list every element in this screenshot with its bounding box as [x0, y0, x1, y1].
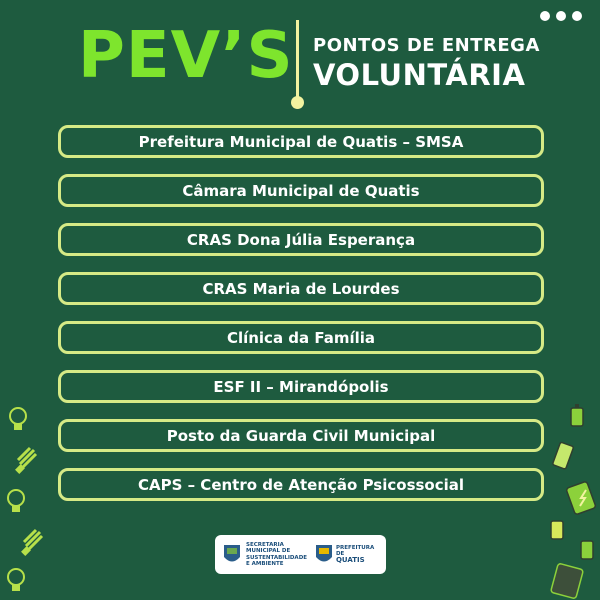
coat-of-arms-icon [313, 542, 333, 568]
logo-line: SECRETARIA [246, 542, 284, 549]
dot [556, 11, 566, 21]
prefeitura-text [336, 545, 380, 565]
battery-icon [566, 402, 588, 428]
logo-line: PREFEITURA DE [335, 544, 375, 557]
battery-icon [548, 560, 588, 600]
main-title: PEV’S [78, 19, 294, 93]
lightbulb-icon [4, 566, 28, 594]
subtitle-line-2: VOLUNTÁRIA [313, 58, 526, 92]
battery-icon [546, 515, 568, 541]
cfl-bulb-icon [20, 528, 46, 556]
subtitle [313, 37, 540, 90]
location-item: ESF II – Mirandópolis [58, 370, 544, 403]
dot [572, 11, 582, 21]
lightbulb-icon [4, 487, 28, 515]
lightbulb-icon [6, 405, 30, 433]
location-item: CRAS Maria de Lourdes [58, 272, 544, 305]
battery-icon [552, 440, 576, 472]
locations-list [58, 125, 544, 517]
dot [540, 11, 550, 21]
title-divider-dot [291, 96, 304, 109]
secretaria-logo [221, 542, 307, 568]
cfl-bulb-icon [14, 446, 40, 474]
prefeitura-logo [313, 542, 380, 568]
location-item: CAPS – Centro de Atenção Psicossocial [58, 468, 544, 501]
logo-line: MUNICIPAL DE [246, 548, 291, 555]
subtitle-line-1: PONTOS DE ENTREGA [313, 35, 540, 56]
footer-logos [215, 535, 386, 574]
location-item: Posto da Guarda Civil Municipal [58, 419, 544, 452]
battery-icon [576, 535, 598, 561]
logo-line: QUATIS [335, 555, 365, 564]
location-item: CRAS Dona Júlia Esperança [58, 223, 544, 256]
location-item: Prefeitura Municipal de Quatis – SMSA [58, 125, 544, 158]
battery-icon [566, 478, 600, 516]
logo-line: SUSTENTABILIDADE [246, 554, 308, 561]
logo-line: E AMBIENTE [246, 560, 284, 567]
menu-dots [540, 11, 582, 21]
coat-of-arms-icon [221, 542, 243, 568]
title-divider [296, 20, 299, 106]
location-item: Clínica da Família [58, 321, 544, 354]
secretaria-text [246, 542, 307, 566]
location-item: Câmara Municipal de Quatis [58, 174, 544, 207]
